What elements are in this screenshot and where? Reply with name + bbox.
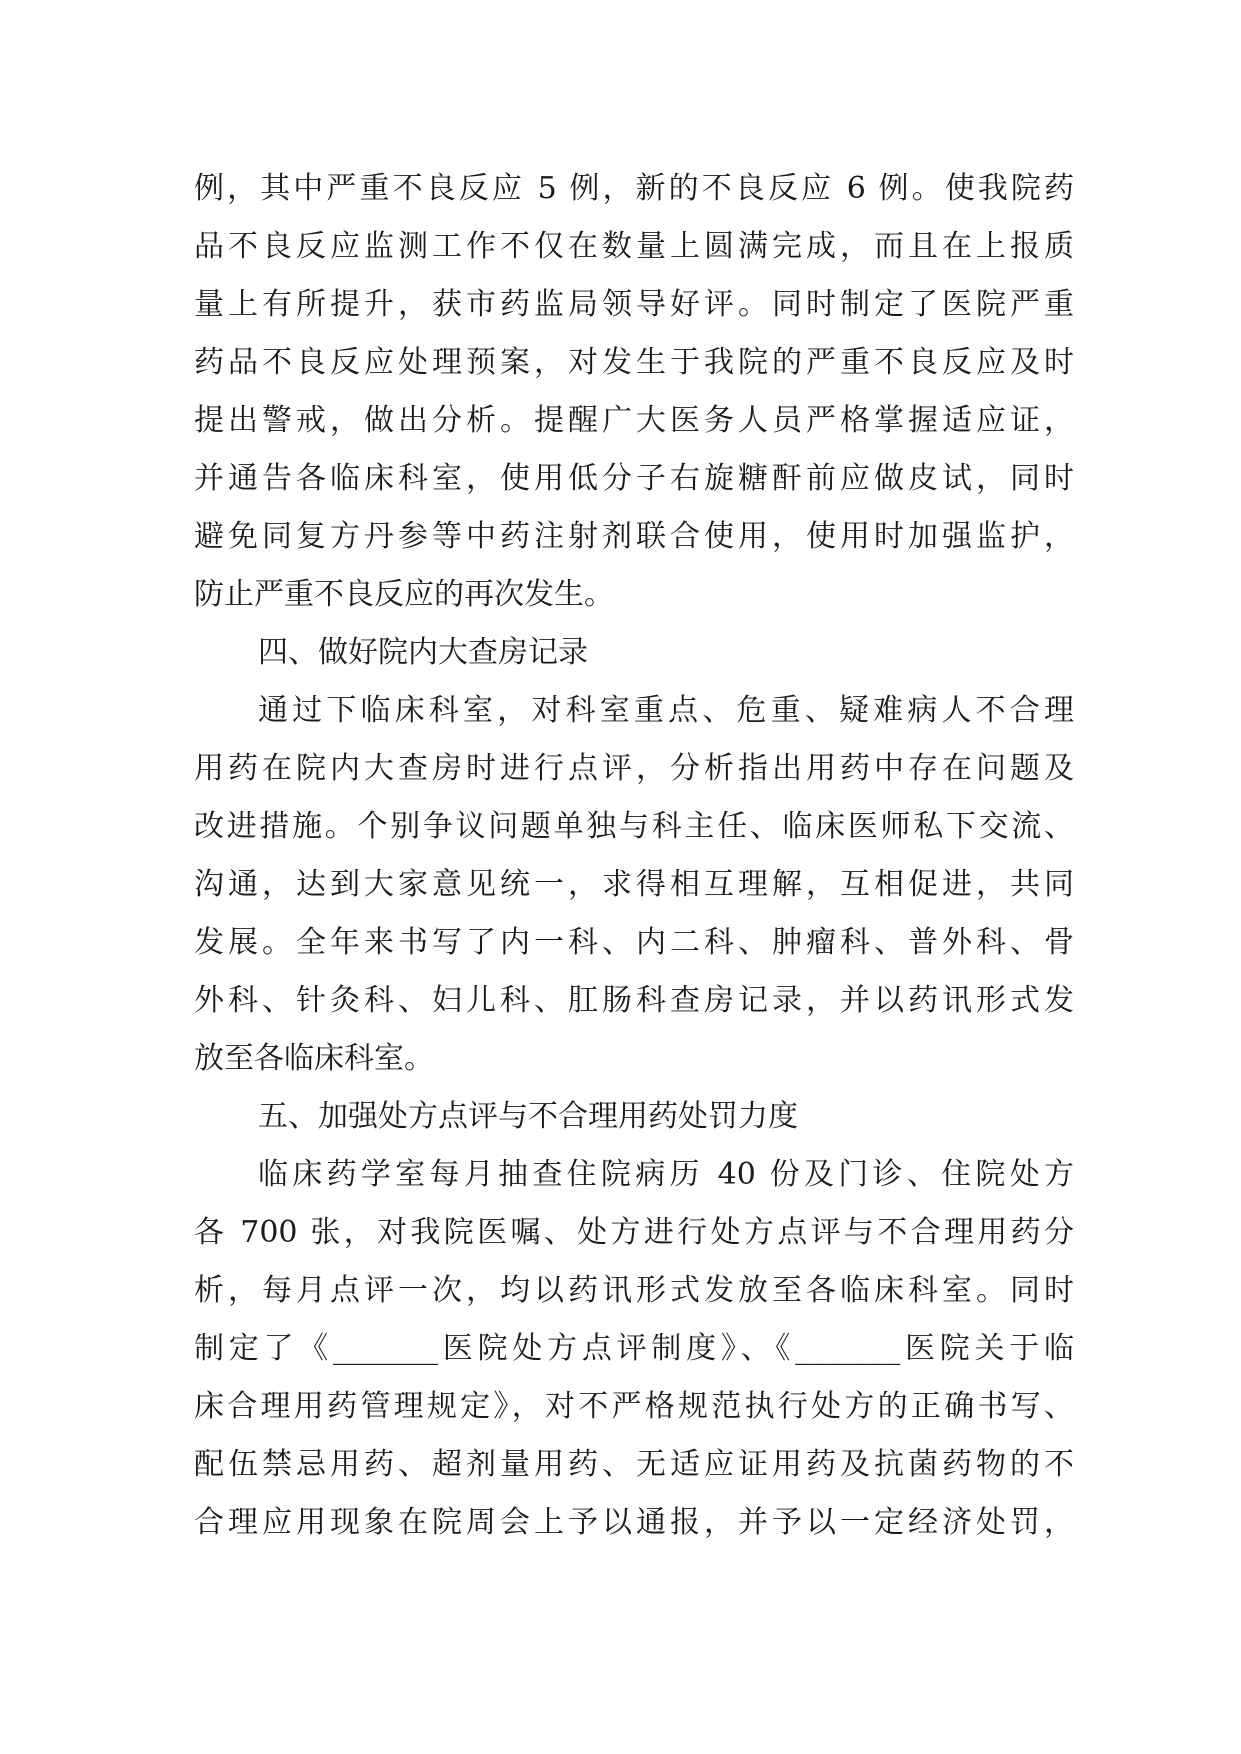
text-line: 放至各临床科室。 (194, 1041, 434, 1076)
text-line: 例，其中严重不良反应 5 例，新的不良反应 6 例。使我院药 (194, 171, 1074, 206)
text-line: 析，每月点评一次，均以药讯形式发放至各临床科室。同时 (194, 1273, 1074, 1308)
text-line: 临床药学室每月抽查住院病历 40 份及门诊、住院处方 (258, 1157, 1074, 1192)
text-line: 床合理用药管理规定》，对不严格规范执行处方的正确书写、 (194, 1389, 1074, 1424)
text-line: 发展。全年来书写了内一科、内二科、肿瘤科、普外科、骨 (194, 925, 1074, 960)
text-line: 合理应用现象在院周会上予以通报，并予以一定经济处罚， (194, 1505, 1074, 1540)
text-line: 沟通，达到大家意见统一，求得相互理解，互相促进，共同 (194, 867, 1074, 902)
text-line: 防止严重不良反应的再次发生。 (194, 577, 614, 612)
text-line: 外科、针灸科、妇儿科、肛肠科查房记录，并以药讯形式发 (194, 983, 1074, 1018)
text-line: 配伍禁忌用药、超剂量用药、无适应证用药及抗菌药物的不 (194, 1447, 1074, 1482)
body-text (194, 160, 1074, 1552)
text-line: 各 700 张，对我院医嘱、处方进行处方点评与不合理用药分 (194, 1215, 1074, 1250)
text-line: 制定了《_______医院处方点评制度》、《_______医院关于临 (194, 1331, 1074, 1366)
text-line: 品不良反应监测工作不仅在数量上圆满完成，而且在上报质 (194, 229, 1074, 264)
text-line: 量上有所提升，获市药监局领导好评。同时制定了医院严重 (194, 287, 1074, 322)
text-line: 改进措施。个别争议问题单独与科主任、临床医师私下交流、 (194, 809, 1074, 844)
text-line: 通过下临床科室，对科室重点、危重、疑难病人不合理 (258, 693, 1074, 728)
text-line: 四、做好院内大查房记录 (258, 635, 588, 670)
text-line: 五、加强处方点评与不合理用药处罚力度 (258, 1099, 798, 1134)
text-line: 提出警戒，做出分析。提醒广大医务人员严格掌握适应证， (194, 403, 1074, 438)
text-line: 用药在院内大查房时进行点评，分析指出用药中存在问题及 (194, 751, 1074, 786)
text-line: 并通告各临床科室，使用低分子右旋糖酐前应做皮试，同时 (194, 461, 1074, 496)
text-line: 避免同复方丹参等中药注射剂联合使用，使用时加强监护， (194, 519, 1074, 554)
text-line: 药品不良反应处理预案，对发生于我院的严重不良反应及时 (194, 345, 1074, 380)
